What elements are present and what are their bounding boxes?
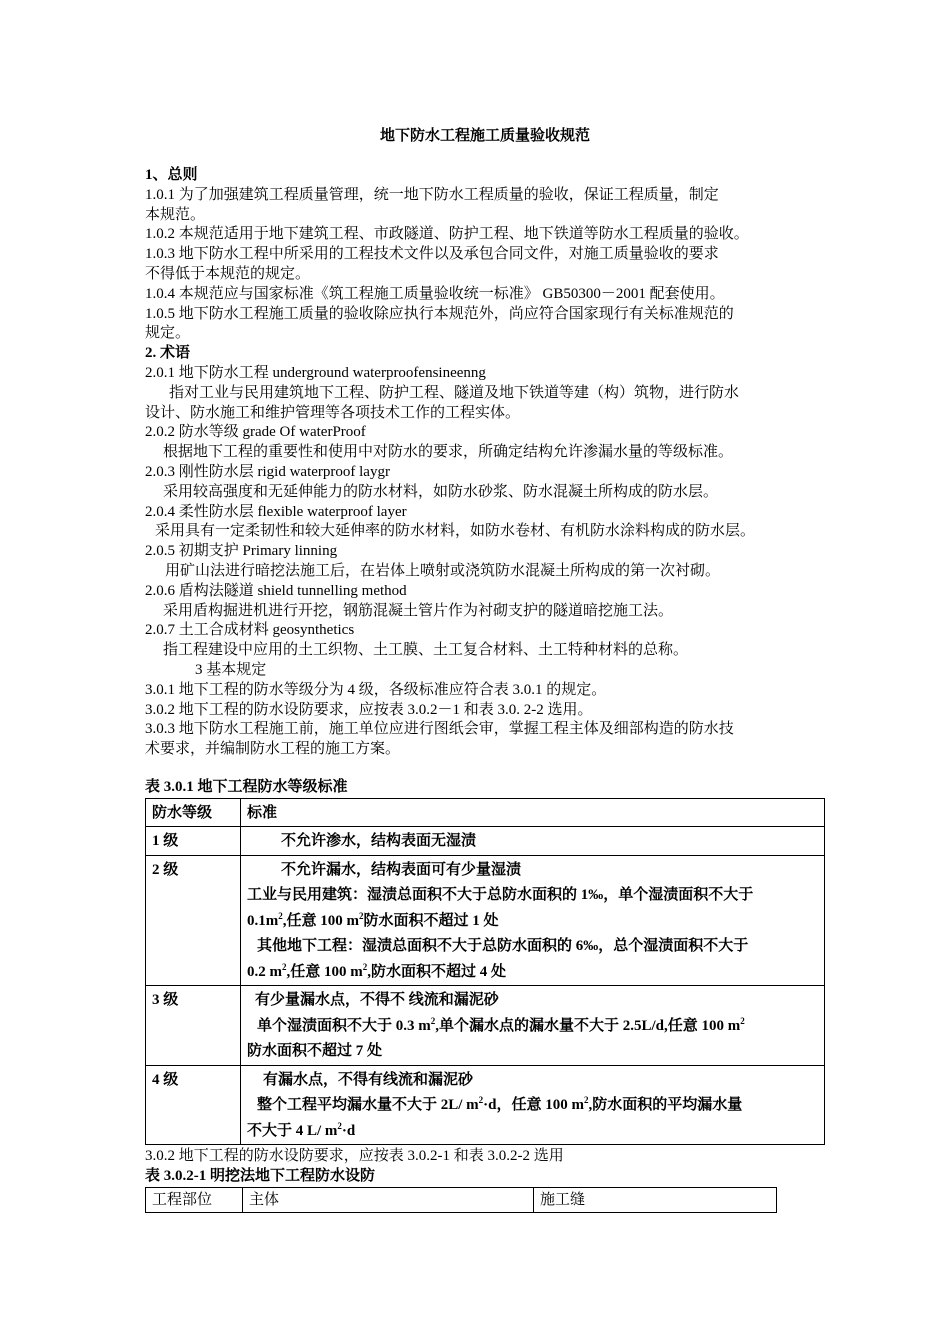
term-2-0-7: 2.0.7 土工合成材料 geosynthetics [145,622,355,639]
clause-1-0-5b: 规定。 [145,325,191,342]
section-heading-1: 1、总则 [145,167,198,183]
definition-2-0-1b: 设计、防水施工和维护管理等各项技术工作的工程实体。 [145,404,521,421]
table-row [146,827,825,856]
clause-1-0-5a: 1.0.5 地下防水工程施工质量的验收除应执行本规范外，尚应符合国家现行有关标准规范的 [145,305,734,322]
term-2-0-1: 2.0.1 地下防水工程 underground waterproofensineenng [145,364,486,381]
grade-cell: 3 级 [146,986,241,1066]
table-3-0-2-1-caption: 表 3.0.2-1 明挖法地下工程防水设防 [145,1168,375,1184]
clause-1-0-4: 1.0.4 本规范应与国家标准《筑工程施工质量验收统一标准》 GB50300－2001 配套使用。 [145,285,725,302]
section-heading-3: 3 基本规定 [195,661,267,678]
document-page [145,118,825,1213]
grade-cell: 1 级 [146,827,241,856]
standard-line: 不允许漏水，结构表面可有少量湿渍 [281,861,522,878]
term-2-0-5: 2.0.5 初期支护 Primary linning [145,543,338,560]
standard-line: 不大于 4 L/ $m^2\cdot d$ [247,1120,356,1139]
table-row [146,1065,825,1145]
table-header-row [146,1187,777,1212]
header-construction-joint: 施工缝 [534,1187,777,1212]
table-row [146,855,825,986]
term-2-0-6: 2.0.6 盾构法隧道 shield tunnelling method [145,582,407,599]
term-2-0-3: 2.0.3 刚性防水层 rigid waterproof laygr [145,463,390,480]
table-3-0-1-caption: 表 3.0.1 地下工程防水等级标准 [145,778,348,795]
standard-line: 有少量漏水点，不得不 线流和漏泥砂 [255,992,499,1009]
clause-3-0-3b: 术要求，并编制防水工程的施工方案。 [145,741,401,758]
standard-line: 0.2 $m^2$,任意 100 $m^2$,防水面积不超过 4 处 [247,961,507,980]
standard-line: 工业与民用建筑：湿渍总面积不大于总防水面积的 1‰，单个湿渍面积不大于 [247,887,754,904]
clause-1-0-3a: 1.0.3 地下防水工程中所采用的工程技术文件以及承包合同文件，对施工质量验收的要求 [145,246,719,263]
definition-2-0-7: 指工程建设中应用的土工织物、土工膜、土工复合材料、土工特种材料的总称。 [163,642,689,659]
clause-3-0-2-repeat: 3.0.2 地下工程的防水设防要求，应按表 3.0.2-1 和表 3.0.2-2 选用 [145,1148,564,1165]
definition-2-0-2: 根据地下工程的重要性和使用中对防水的要求，所确定结构允许渗漏水量的等级标准。 [163,444,734,461]
section-heading-2: 2. 术语 [145,345,191,362]
clause-3-0-3a: 3.0.3 地下防水工程施工前，施工单位应进行图纸会审，掌握工程主体及细部构造的防水技 [145,721,734,738]
standard-cell [241,827,825,856]
term-2-0-2: 2.0.2 防水等级 grade Of waterProof [145,424,366,441]
grade-cell: 4 级 [146,1065,241,1145]
clause-1-0-2: 1.0.2 本规范适用于地下建筑工程、市政隧道、防护工程、地下铁道等防水工程质量的验收。 [145,226,749,243]
table-header-row [146,798,825,827]
document-title: 地下防水工程施工质量验收规范 [379,128,590,144]
standard-cell [241,1065,825,1145]
header-standard: 标准 [241,798,825,827]
standard-line: 不允许渗水，结构表面无湿渍 [281,833,477,850]
standard-line: 整个工程平均漏水量不大于 2L/ $m^2\cdot d$，任意 100 $m^2$,防水面积的平均漏水量 [257,1095,743,1114]
header-part: 工程部位 [146,1187,243,1212]
clause-3-0-1: 3.0.1 地下工程的防水等级分为 4 级，各级标准应符合表 3.0.1 的规定。 [145,681,607,698]
definition-2-0-1a: 指对工业与民用建筑地下工程、防护工程、隧道及地下铁道等建（构）筑物，进行防水 [169,384,740,401]
waterproof-grade-table [145,798,825,1146]
open-cut-waterproof-table [145,1187,777,1213]
table-row [146,986,825,1066]
standard-line: $0.1m^2$,任意 100 $m^2$防水面积不超过 1 处 [247,910,499,929]
standard-line: 有漏水点，不得有线流和漏泥砂 [263,1071,474,1088]
clause-1-0-1b: 本规范。 [145,206,206,223]
header-main-body: 主体 [243,1187,534,1212]
standard-line: 其他地下工程：湿渍总面积不大于总防水面积的 6‰，总个湿渍面积不大于 [257,938,749,955]
header-grade: 防水等级 [146,798,241,827]
definition-2-0-3: 采用较高强度和无延伸能力的防水材料，如防水砂浆、防水混凝土所构成的防水层。 [163,483,719,500]
standard-cell [241,986,825,1066]
term-2-0-4: 2.0.4 柔性防水层 flexible waterproof layer [145,503,407,520]
standard-line: 防水面积不超过 7 处 [247,1043,383,1060]
standard-line: 单个湿渍面积不大于 0.3 $m^2$,单个漏水点的漏水量不大于 2.5L/d,任意 100 $m^2$ [257,1015,745,1034]
definition-2-0-6: 采用盾构掘进机进行开挖，钢筋混凝土管片作为衬砌支护的隧道暗挖施工法。 [163,602,674,619]
standard-cell [241,855,825,986]
clause-1-0-3b: 不得低于本规范的规定。 [145,265,311,282]
definition-2-0-5: 用矿山法进行暗挖法施工后，在岩体上喷射或浇筑防水混凝土所构成的第一次衬砌。 [165,562,721,579]
definition-2-0-4: 采用具有一定柔韧性和较大延伸率的防水材料，如防水卷材、有机防水涂料构成的防水层。 [155,523,756,540]
clause-3-0-2: 3.0.2 地下工程的防水设防要求，应按表 3.0.2－1 和表 3.0. 2-2 选用。 [145,701,593,718]
clause-1-0-1a: 1.0.1 为了加强建筑工程质量管理，统一地下防水工程质量的验收，保证工程质量，制定 [145,186,719,203]
grade-cell: 2 级 [146,855,241,986]
